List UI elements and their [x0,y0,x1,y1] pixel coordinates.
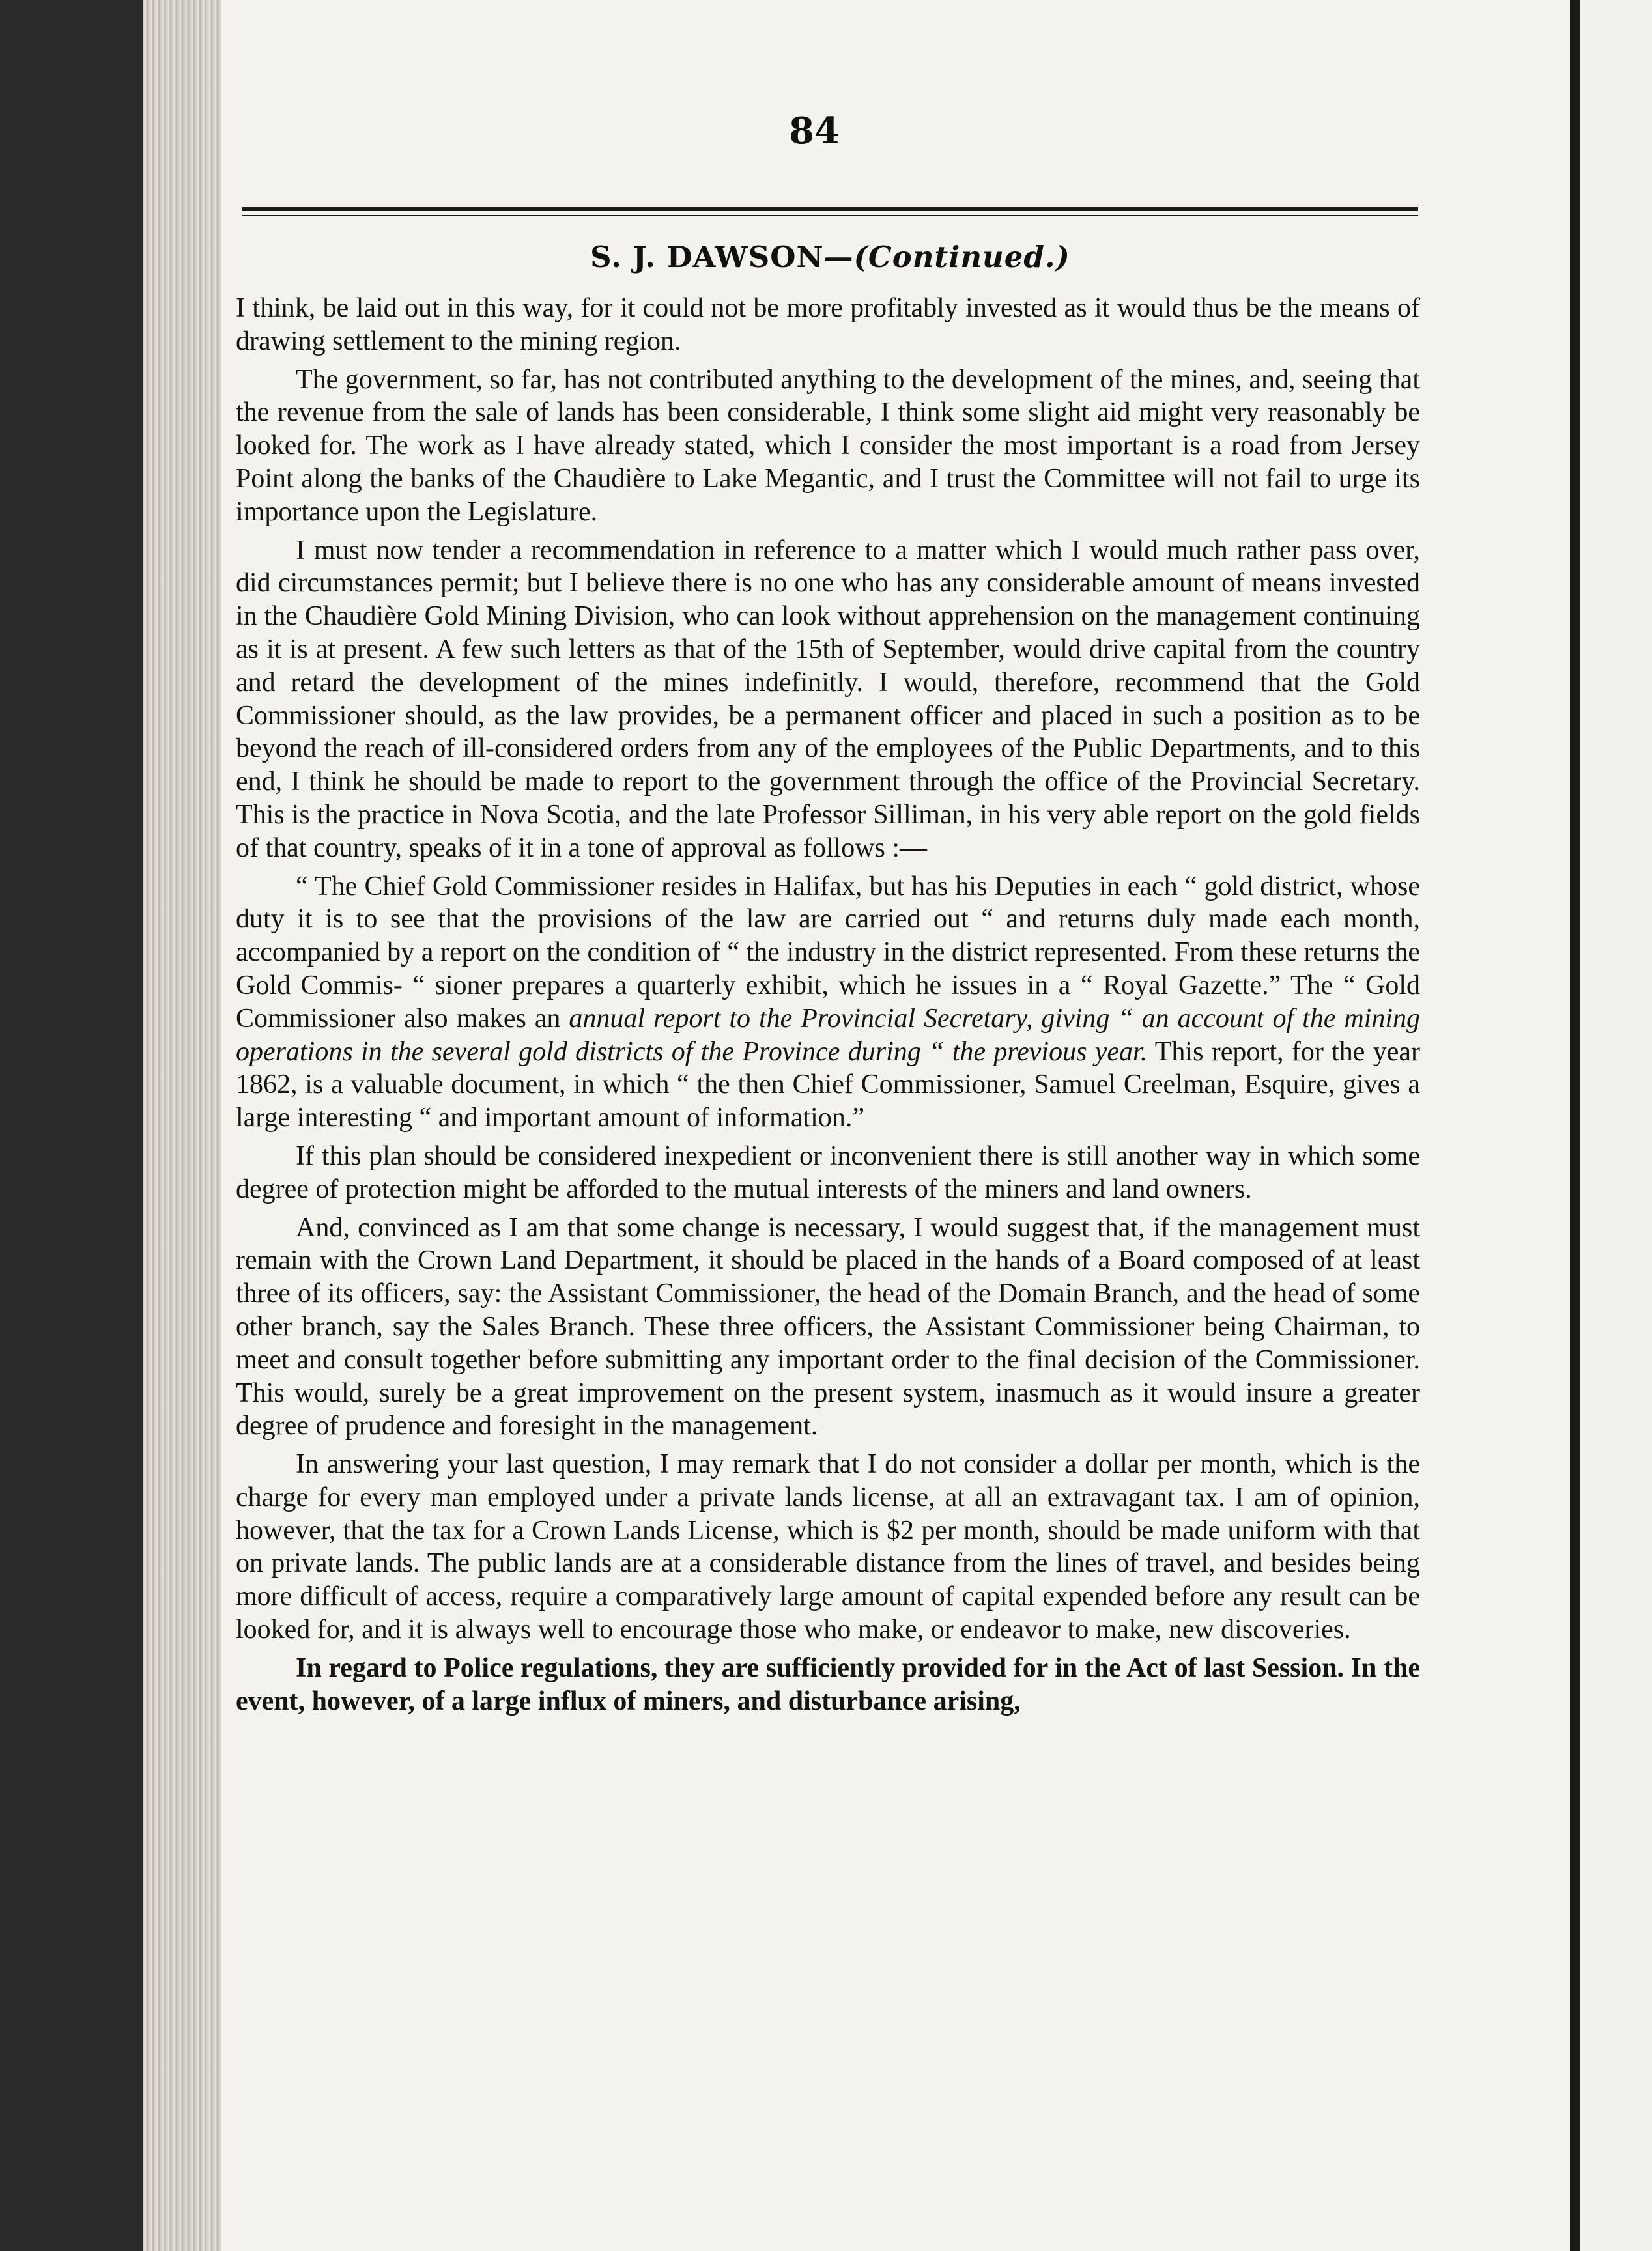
header-rule-thin [242,215,1418,216]
paragraph-7: In regard to Police regulations, they are sufficiently provided for in the Act of last Session. In the event, however, of a large influx of miners, and disturbance arising, [236,1652,1420,1716]
quote-part-a: “ The Chief Gold Commissioner resides in Halifax, but has his Deputies in each “ gold district, whose duty it is to see that the provisions of the law are carried out “ and returns duly made each month, accompanied by a report on the condition of “ the industry in the district represented. From these returns the Gold Commis- “ sioner prepares a quarterly exhibit, which he issues in a “ Royal Gazette.” The “ Gold Commissioner also makes an [236,871,1420,1034]
page-binding-edge [143,0,221,2251]
paragraph-3: I must now tender a recommendation in reference to a matter which I would much rather pass over, did circumstances permit; but I believe there is no one who has any considerable amount of means invested in the Chaudière Gold Mining Division, who can look without apprehension on the management continuing as it is at present. A few such letters as that of the 15th of September, would drive capital from the country and retard the development of the mines indefinitly. I would, therefore, recommend that the Gold Commissioner should, as the law provides, be a permanent officer and placed in such a position as to be beyond the reach of ill-considered orders from any of the employees of the Public Departments, and to this end, I think he should be made to report to the government through the office of the Provincial Secretary. This is the practice in Nova Scotia, and the late Professor Silliman, in his very able report on the gold fields of that country, speaks of it in a tone of approval as follows :— [236,535,1420,863]
paragraph-4: If this plan should be considered inexpedient or inconvenient there is still another way in which some degree of protection might be afforded to the mutual interests of the miners and land owners. [236,1140,1420,1204]
header-rule-thick [242,207,1418,211]
quote-part-b-italic: annual report to the Provincial Secretary, giving “ an account of the mining operations in the several gold districts of the Province during “ the previous year. [236,1003,1421,1067]
facing-page-edge [1580,0,1652,2251]
running-head-continued: (Continued.) [853,240,1070,274]
paragraph-6: In answering your last question, I may remark that I do not consider a dollar per month, which is the charge for every man employed under a private lands license, at all an extravagant tax. I am of opinion, however, that the tax for a Crown Lands License, which is $2 per month, should be made uniform with that on private lands. The public lands are at a considerable distance from the lines of travel, and besides being more difficult of access, require a comparatively large amount of capital expended before any result can be looked for, and it is always well to encourage those who make, or endeavor to make, new discoveries. [236,1449,1420,1645]
page-number: 84 [789,109,840,152]
quoted-passage [236,870,1420,1135]
quote-part-c: This report, for the year 1862, is a valuable document, in which “ the then Chief Commissioner, Samuel Creelman, Esquire, gives a large interesting “ and important amount of information.” [236,1036,1420,1133]
running-head: S. J. DAWSON—(Continued.) [590,240,1070,274]
paragraph-1: I think, be laid out in this way, for it could not be more profitably invested as it would thus be the means of drawing settlement to the mining region. [236,293,1420,356]
page-gutter-shadow [1570,0,1580,2251]
body-text [236,292,1420,1723]
paragraph-5: And, convinced as I am that some change is necessary, I would suggest that, if the management must remain with the Crown Land Department, it should be placed in the hands of a Board composed of at least three of its officers, say: the Assistant Commissioner, the head of the Domain Branch, and the head of some other branch, say the Sales Branch. These three officers, the Assistant Commissioner being Chairman, to meet and consult together before submitting any important order to the final decision of the Commissioner. This would, surely be a great improvement on the present system, inasmuch as it would insure a greater degree of prudence and foresight in the management. [236,1212,1420,1441]
paragraph-2: The government, so far, has not contributed anything to the development of the mines, and, seeing that the revenue from the sale of lands has been considerable, I think some slight aid might very reasonably be looked for. The work as I have already stated, which I consider the most important is a road from Jersey Point along the banks of the Chaudière to Lake Megantic, and I trust the Committee will not fail to urge its importance upon the Legislature. [236,364,1420,527]
